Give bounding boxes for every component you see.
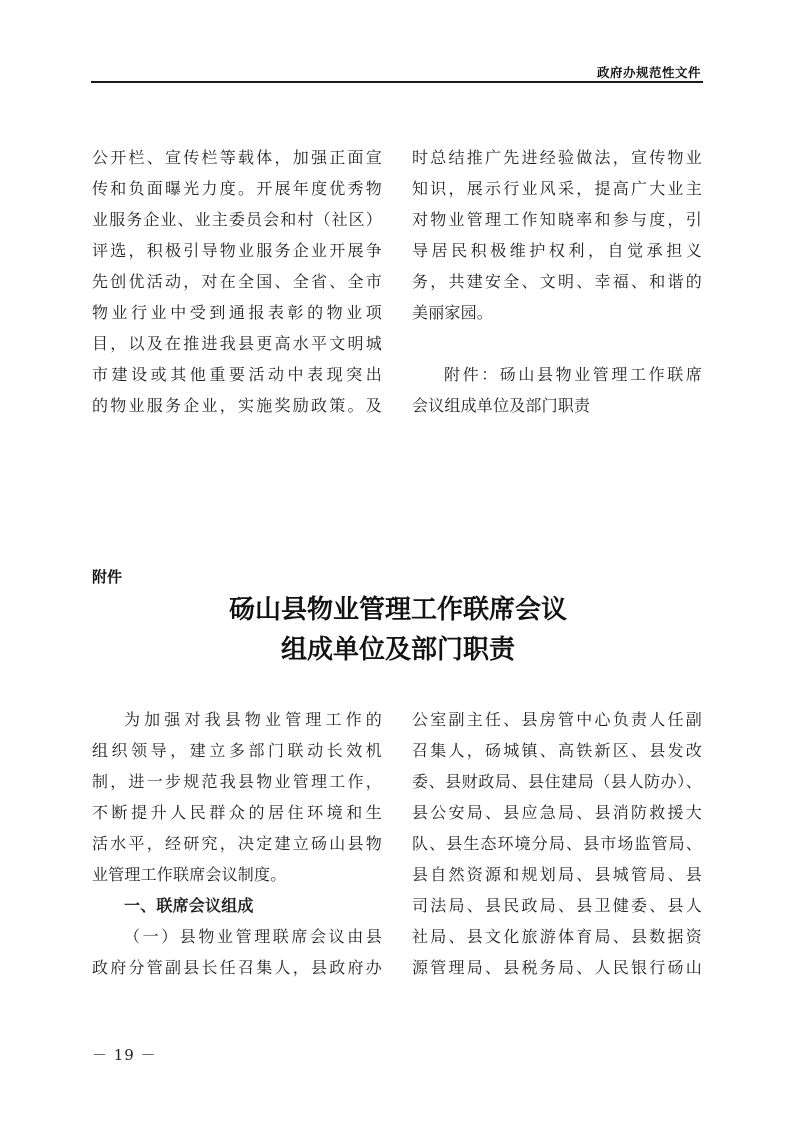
text-line: 对物业管理工作知晓率和参与度，引 [412, 210, 702, 229]
attachment-note-line: 会议组成单位及部门职责 [412, 396, 591, 415]
text-line: 为加强对我县物业管理工作的 [124, 710, 382, 729]
text-line: 队、县生态环境分局、县市场监管局、 [412, 834, 702, 853]
text-line: 物业行业中受到通报表彰的物业项 [92, 303, 382, 322]
top-left-column [92, 142, 382, 421]
document-title: 砀山县物业管理工作联席会议 [228, 595, 567, 625]
bottom-right-column [412, 704, 702, 983]
text-line: （一）县物业管理联席会议由县 [124, 927, 382, 946]
text-line: 传和负面曝光力度。开展年度优秀物 [92, 179, 382, 198]
document-subtitle: 组成单位及部门职责 [280, 635, 515, 665]
text-line: 召集人，砀城镇、高铁新区、县发改 [412, 741, 702, 760]
text-line: 公室副主任、县房管中心负责人任副 [412, 710, 702, 729]
paragraph-gap [412, 328, 702, 359]
text-line: 社局、县文化旅游体育局、县数据资 [412, 927, 702, 946]
text-line: 不断提升人民群众的居住环境和生 [92, 803, 382, 822]
text-line: 市建设或其他重要活动中表现突出 [92, 365, 382, 384]
section-heading: 一、联席会议组成 [124, 896, 254, 915]
text-line: 公开栏、宣传栏等载体，加强正面宣 [92, 148, 382, 167]
text-line: 源管理局、县税务局、人民银行砀山 [412, 958, 702, 977]
text-line: 目，以及在推进我县更高水平文明城 [92, 334, 382, 353]
bottom-left-column [92, 704, 382, 983]
attachment-note-line: 附件：砀山县物业管理工作联席 [444, 365, 702, 384]
header-rule [91, 81, 703, 83]
text-line: 导居民积极维护权利，自觉承担义 [412, 241, 702, 260]
text-line: 的物业服务企业，实施奖励政策。及 [92, 396, 382, 415]
text-line: 先创优活动，对在全国、全省、全市 [92, 272, 382, 291]
text-line: 时总结推广先进经验做法，宣传物业 [412, 148, 702, 167]
top-right-column [412, 142, 702, 421]
text-line: 司法局、县民政局、县卫健委、县人 [412, 896, 702, 915]
text-line: 知识，展示行业风采，提高广大业主 [412, 179, 702, 198]
text-line: 活水平，经研究，决定建立砀山县物 [92, 834, 382, 853]
text-line: 业服务企业、业主委员会和村（社区） [92, 210, 382, 229]
text-line: 美丽家园。 [412, 303, 494, 322]
text-line: 县公安局、县应急局、县消防救援大 [412, 803, 702, 822]
text-line: 政府分管副县长任召集人，县政府办 [92, 958, 382, 977]
text-line: 组织领导，建立多部门联动长效机 [92, 741, 382, 760]
header-title: 政府办规范性文件 [596, 65, 701, 80]
text-line: 业管理工作联席会议制度。 [92, 865, 287, 884]
text-line: 委、县财政局、县住建局（县人防办）、 [412, 772, 702, 791]
page-number: － 19 － [92, 1046, 157, 1064]
text-line: 县自然资源和规划局、县城管局、县 [412, 865, 702, 884]
text-line: 制，进一步规范我县物业管理工作， [92, 772, 382, 791]
text-line: 务，共建安全、文明、幸福、和谐的 [412, 272, 702, 291]
attachment-label: 附件 [92, 568, 123, 586]
text-line: 评选，积极引导物业服务企业开展争 [92, 241, 382, 260]
